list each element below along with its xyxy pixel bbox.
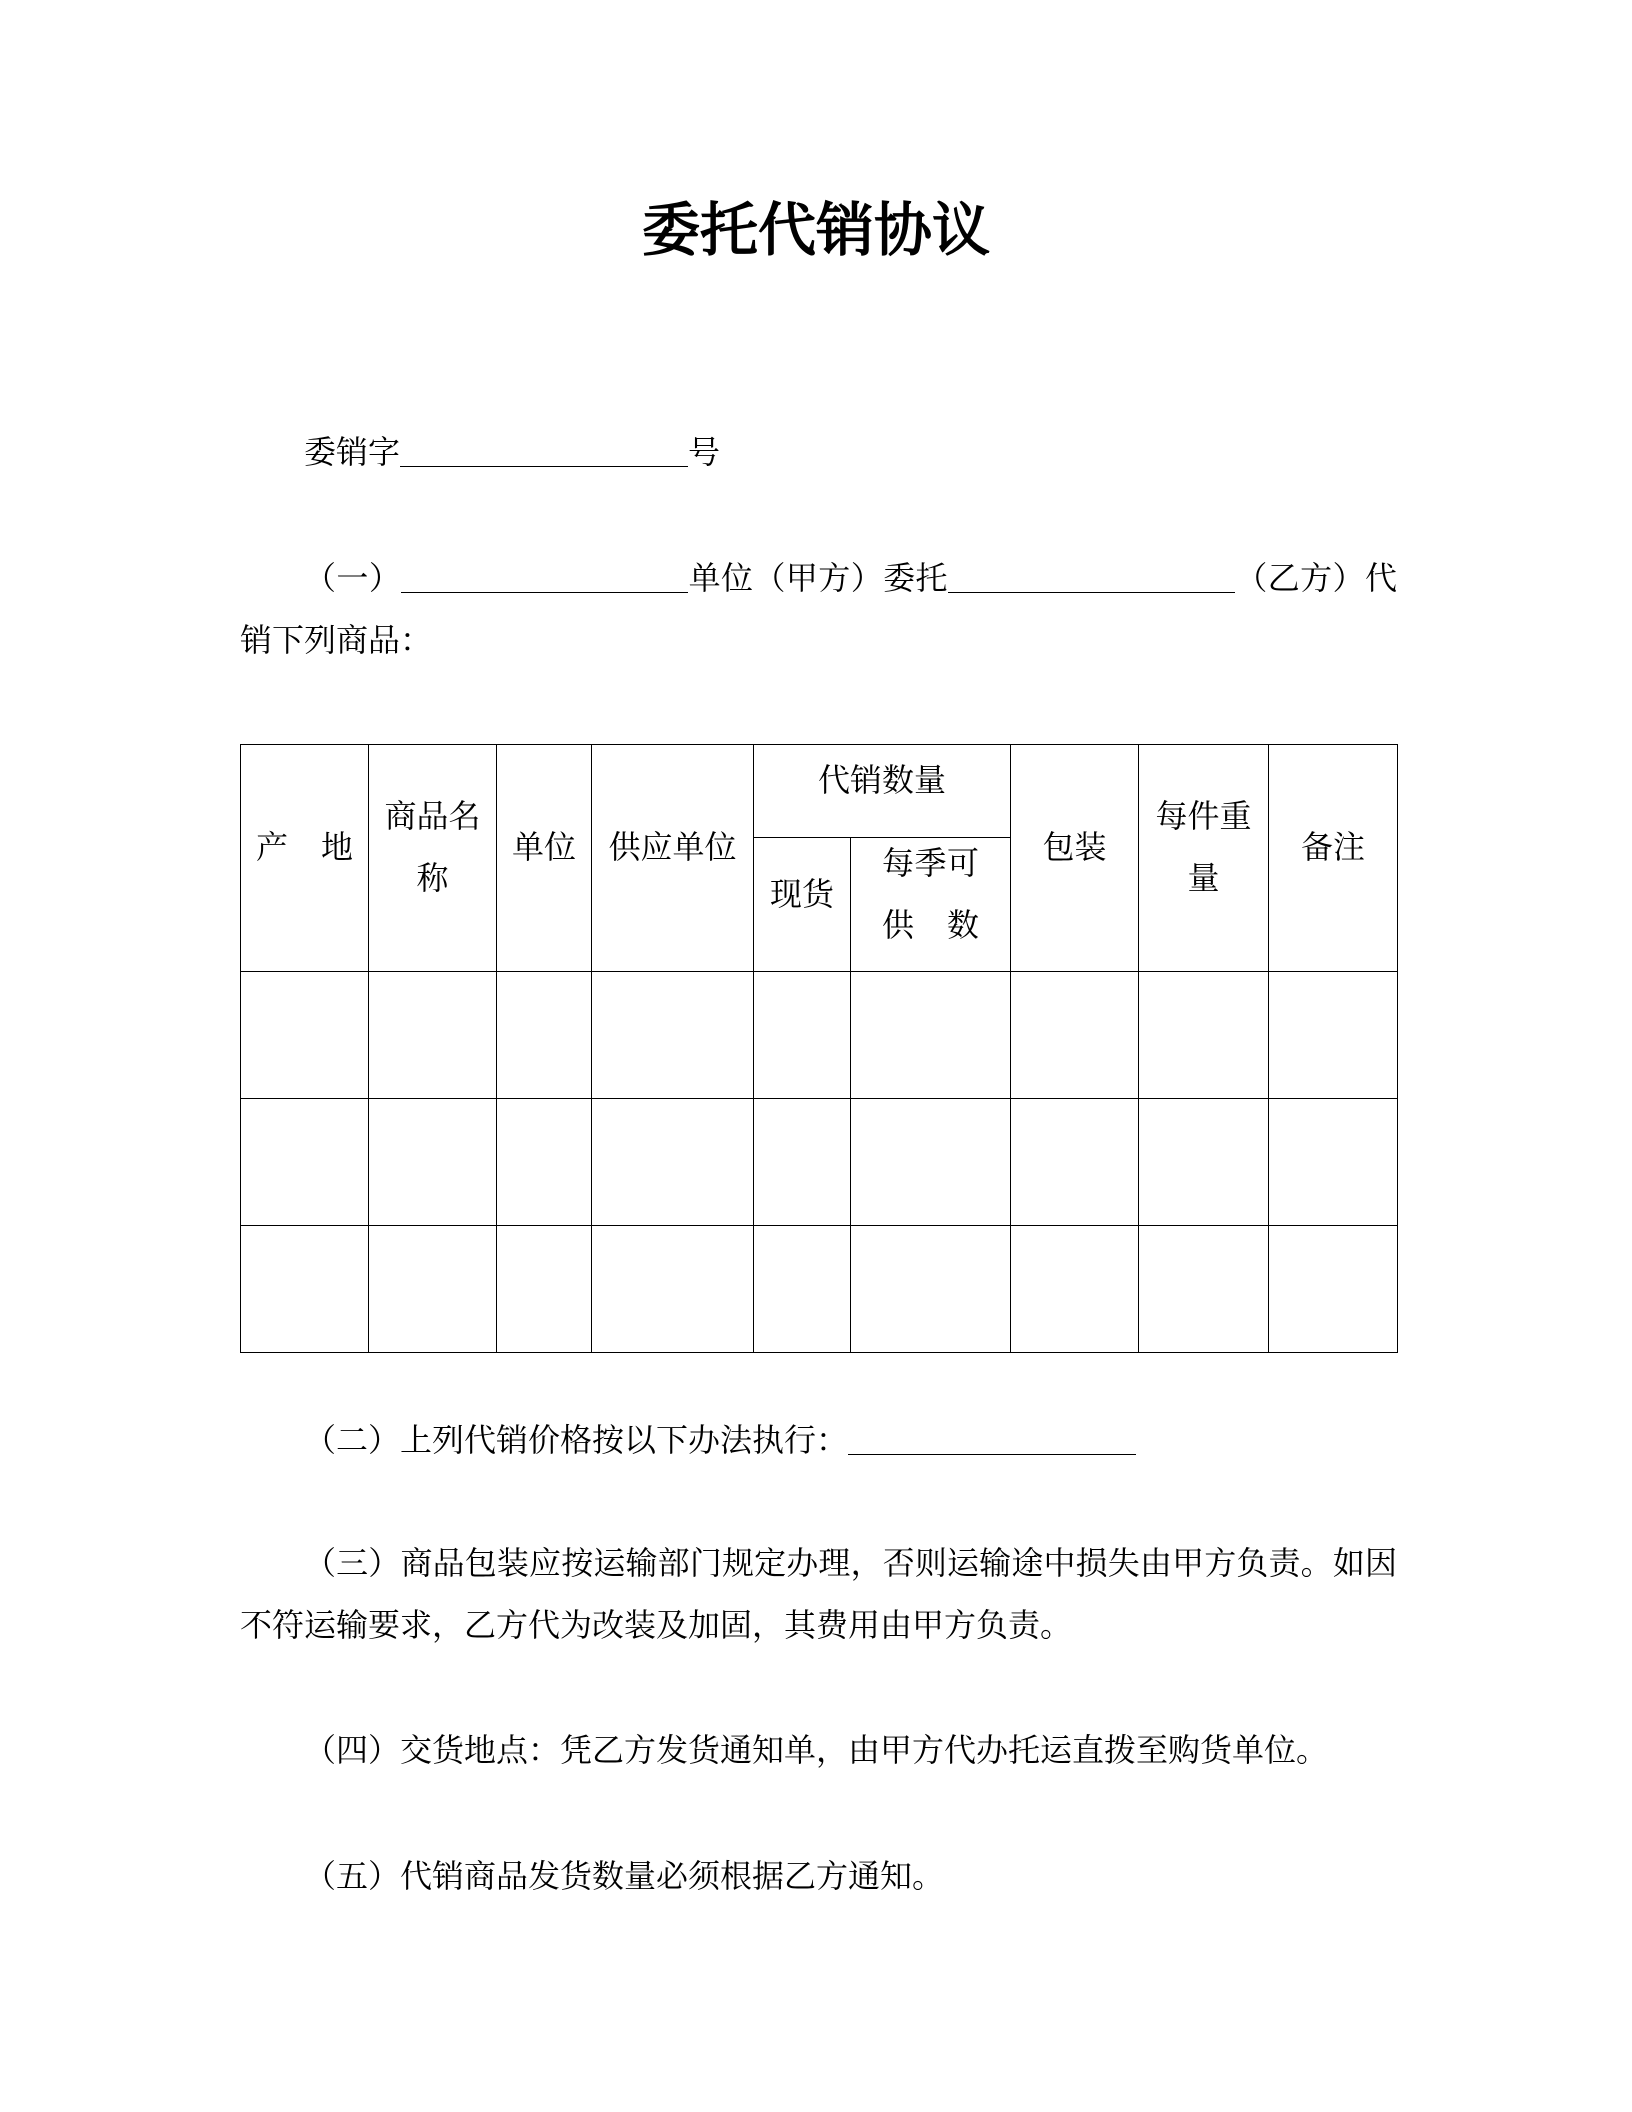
pricing-method-field[interactable]	[848, 1422, 1136, 1455]
table-cell[interactable]	[851, 1226, 1011, 1353]
clause-4-text: （四）交货地点：凭乙方发货通知单，由甲方代办托运直拨至购货单位。	[304, 1731, 1329, 1769]
table-cell[interactable]	[369, 1226, 497, 1353]
clause-1-line-2	[240, 609, 1397, 671]
header-unit-label: 单位	[511, 828, 576, 866]
clause-4	[240, 1719, 1397, 1781]
clause-2	[240, 1409, 1397, 1471]
table-cell[interactable]	[592, 1226, 754, 1353]
header-consignment-quantity	[754, 745, 1011, 838]
table-cell[interactable]	[754, 1226, 851, 1353]
header-in-stock-label: 现货	[769, 874, 834, 913]
clause-1-continuation: 销下列商品：	[240, 621, 433, 659]
table-header-row	[241, 745, 1398, 838]
consignee-field[interactable]	[948, 560, 1235, 593]
table-cell[interactable]	[592, 1099, 754, 1226]
header-remarks	[1269, 745, 1398, 972]
table-cell[interactable]	[241, 1099, 369, 1226]
header-product-name	[369, 745, 497, 972]
table-cell[interactable]	[1139, 1099, 1269, 1226]
reference-number-field[interactable]	[400, 434, 688, 467]
reference-line	[240, 421, 1397, 483]
clause-1-label: （一）	[304, 559, 402, 597]
table-cell[interactable]	[1011, 1226, 1139, 1353]
table-cell[interactable]	[1011, 972, 1139, 1099]
header-product-name-wrap	[369, 785, 496, 909]
header-packaging	[1011, 745, 1139, 972]
header-consignment-quantity-label: 代销数量	[817, 761, 946, 799]
consignor-field[interactable]	[401, 560, 688, 593]
header-origin-wrap	[241, 816, 368, 878]
table-row	[241, 1099, 1398, 1226]
header-weight-per-piece-label: 每件重量	[1155, 797, 1252, 897]
clause-3-line-2: 不符运输要求，乙方代为改装及加固，其费用由甲方负责。	[240, 1606, 1073, 1644]
clause-1-line-1	[240, 547, 1397, 609]
header-unit	[497, 745, 592, 972]
table-cell[interactable]	[1269, 1099, 1398, 1226]
table-row	[241, 972, 1398, 1099]
table-cell[interactable]	[1139, 1226, 1269, 1353]
table-cell[interactable]	[1011, 1099, 1139, 1226]
table-cell[interactable]	[1269, 972, 1398, 1099]
document-title: 委托代销协议	[641, 196, 990, 264]
table-cell[interactable]	[851, 1099, 1011, 1226]
consignment-goods-table	[240, 744, 1398, 1353]
clause-2-text: （二）上列代销价格按以下办法执行：	[304, 1421, 849, 1459]
table-cell[interactable]	[754, 1099, 851, 1226]
clause-5	[240, 1845, 1397, 1907]
header-seasonal-supply	[851, 838, 1011, 972]
clause-1	[240, 547, 1397, 671]
clause-1-text-after-agent: （乙方）代	[1234, 559, 1397, 597]
header-remarks-label: 备注	[1300, 828, 1365, 866]
header-origin-label: 产地	[256, 828, 353, 866]
table-cell[interactable]	[241, 1226, 369, 1353]
table-cell[interactable]	[241, 972, 369, 1099]
header-weight-per-piece	[1139, 745, 1269, 972]
header-packaging-label: 包装	[1042, 828, 1107, 866]
table-cell[interactable]	[1139, 972, 1269, 1099]
header-origin	[241, 745, 369, 972]
clause-5-text: （五）代销商品发货数量必须根据乙方通知。	[304, 1857, 945, 1895]
table-cell[interactable]	[497, 1226, 592, 1353]
header-in-stock	[754, 838, 851, 972]
header-seasonal-supply-wrap	[851, 832, 1010, 956]
table-cell[interactable]	[754, 972, 851, 1099]
reference-suffix: 号	[688, 433, 721, 471]
header-supplier-label: 供应单位	[608, 828, 737, 866]
header-supplier	[592, 745, 754, 972]
table-cell[interactable]	[851, 972, 1011, 1099]
table-cell[interactable]	[1269, 1226, 1398, 1353]
clause-3	[240, 1532, 1397, 1656]
table-cell[interactable]	[497, 1099, 592, 1226]
header-seasonal-supply-label: 每季可供数	[882, 843, 979, 944]
table-cell[interactable]	[369, 1099, 497, 1226]
clause-1-text-before-agent: 单位（甲方）委托	[688, 559, 948, 597]
header-product-name-label: 商品名称	[384, 797, 481, 897]
table-cell[interactable]	[369, 972, 497, 1099]
clause-2-line	[240, 1409, 1397, 1471]
reference-line-text	[240, 421, 1397, 483]
clause-3-line-1: （三）商品包装应按运输部门规定办理，否则运输途中损失由甲方负责。如因	[304, 1544, 1397, 1582]
table-cell[interactable]	[497, 972, 592, 1099]
reference-prefix: 委销字	[304, 433, 401, 471]
table-row	[241, 1226, 1398, 1353]
header-weight-per-piece-wrap	[1139, 785, 1268, 909]
table-cell[interactable]	[592, 972, 754, 1099]
